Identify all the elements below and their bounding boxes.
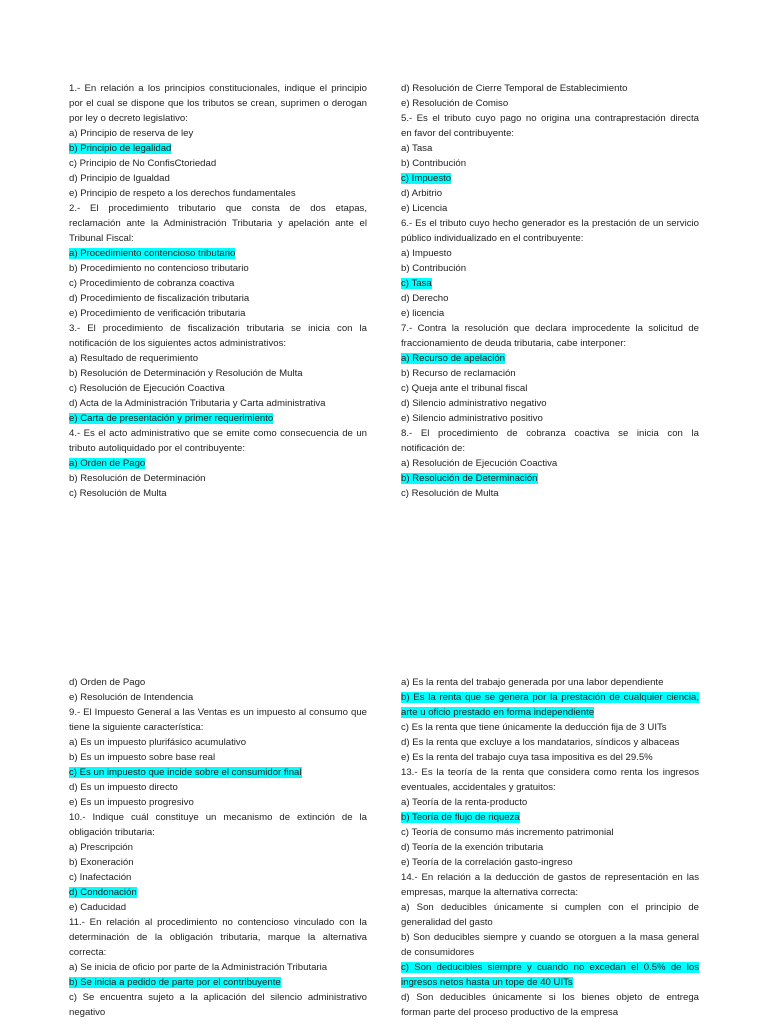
line-text: a) Es un impuesto plurifásico acumulativo xyxy=(69,737,247,748)
line-text: d) Son deducibles únicamente si los bienes objeto de entrega xyxy=(401,992,699,1003)
text-line xyxy=(401,840,699,855)
line-text: c) Principio de No ConfisCtoriedad xyxy=(69,158,217,169)
text-line xyxy=(69,840,367,855)
text-line xyxy=(401,201,699,216)
text-line xyxy=(69,735,367,750)
line-text: b) Recurso de reclamación xyxy=(401,368,516,379)
text-line xyxy=(69,96,367,111)
text-line xyxy=(69,675,367,690)
line-text: reclamación ante la Administración Tributaria y apelación ante el xyxy=(69,218,367,229)
line-text: determinación de la obligación tributaria, marque la alternativa xyxy=(69,932,367,943)
line-text: e) Resolución de Comiso xyxy=(401,98,509,109)
text-line xyxy=(69,960,367,975)
line-text: 10.- Indique cuál constituye un mecanismo de extinción de la xyxy=(69,812,367,823)
highlighted-answer: c) Tasa xyxy=(401,278,432,289)
page1-left-column xyxy=(69,81,367,501)
line-text: c) Procedimiento de cobranza coactiva xyxy=(69,278,235,289)
line-text: a) Prescripción xyxy=(69,842,133,853)
text-line xyxy=(401,96,699,111)
text-line xyxy=(401,81,699,96)
text-line xyxy=(69,720,367,735)
text-line xyxy=(401,930,699,945)
line-text: 2.- El procedimiento tributario que consta de dos etapas, xyxy=(69,203,367,214)
text-line xyxy=(69,336,367,351)
text-line xyxy=(401,915,699,930)
line-text: a) Se inicia de oficio por parte de la Administración Tributaria xyxy=(69,962,328,973)
line-text: forman parte del proceso productivo de la empresa xyxy=(401,1007,619,1018)
line-text: b) Contribución xyxy=(401,158,467,169)
line-text: c) Es la renta que tiene únicamente la deducción fija de 3 UITs xyxy=(401,722,667,733)
highlighted-answer: b) Resolución de Determinación xyxy=(401,473,538,484)
text-line xyxy=(401,336,699,351)
highlighted-answer: e) Carta de presentación y primer requerimiento xyxy=(69,413,274,424)
line-text: e) Licencia xyxy=(401,203,448,214)
line-text: d) Teoría de la exención tributaria xyxy=(401,842,544,853)
text-line xyxy=(401,705,699,720)
text-line xyxy=(69,201,367,216)
line-text: 8.- El procedimiento de cobranza coactiva se inicia con la xyxy=(401,428,699,439)
text-line xyxy=(69,321,367,336)
text-line xyxy=(69,900,367,915)
line-text: a) Principio de reserva de ley xyxy=(69,128,194,139)
highlighted-answer: b) Se inicia a pedido de parte por el contribuyente xyxy=(69,977,281,988)
line-text: notificación de: xyxy=(401,443,465,454)
text-line xyxy=(401,765,699,780)
line-text: 1.- En relación a los principios constitucionales, indique el principio xyxy=(69,83,367,94)
highlighted-answer: b) Es la renta que se genera por la prestación de cualquier ciencia, xyxy=(401,692,699,703)
text-line xyxy=(69,915,367,930)
text-line xyxy=(69,246,367,261)
line-text: c) Resolución de Multa xyxy=(401,488,499,499)
text-line xyxy=(401,261,699,276)
line-text: d) Arbitrio xyxy=(401,188,443,199)
text-line xyxy=(401,825,699,840)
text-line xyxy=(401,321,699,336)
line-text: c) Resolución de Ejecución Coactiva xyxy=(69,383,225,394)
text-line xyxy=(401,426,699,441)
line-text: c) Queja ante el tribunal fiscal xyxy=(401,383,528,394)
text-line xyxy=(69,765,367,780)
text-line xyxy=(401,441,699,456)
text-line xyxy=(69,231,367,246)
text-line xyxy=(401,111,699,126)
highlighted-answer: a) Procedimiento contencioso tributario xyxy=(69,248,236,259)
line-text: 6.- Es el tributo cuyo hecho generador es la prestación de un servicio xyxy=(401,218,699,229)
line-text: c) Resolución de Multa xyxy=(69,488,167,499)
line-text: 5.- Es el tributo cuyo pago no origina una contraprestación directa xyxy=(401,113,699,124)
line-text: obligación tributaria: xyxy=(69,827,155,838)
line-text: 4.- Es el acto administrativo que se emite como consecuencia de un xyxy=(69,428,367,439)
text-line xyxy=(401,156,699,171)
line-text: c) Teoría de consumo más incremento patrimonial xyxy=(401,827,614,838)
text-line xyxy=(401,885,699,900)
text-line xyxy=(69,396,367,411)
text-line xyxy=(401,171,699,186)
text-line xyxy=(401,870,699,885)
line-text: notificación de los siguientes actos administrativos: xyxy=(69,338,287,349)
line-text: tiene la siguiente característica: xyxy=(69,722,204,733)
line-text: e) Procedimiento de verificación tributaria xyxy=(69,308,246,319)
line-text: a) Resolución de Ejecución Coactiva xyxy=(401,458,558,469)
line-text: b) Es un impuesto sobre base real xyxy=(69,752,216,763)
text-line xyxy=(69,186,367,201)
line-text: 13.- Es la teoría de la renta que considera como renta los ingresos xyxy=(401,767,699,778)
text-line xyxy=(69,216,367,231)
text-line xyxy=(69,885,367,900)
text-line xyxy=(401,216,699,231)
line-text: b) Resolución de Determinación y Resolución de Multa xyxy=(69,368,303,379)
highlighted-answer: arte u oficio prestado en forma independiente xyxy=(401,707,595,718)
text-line xyxy=(401,690,699,705)
text-line xyxy=(401,246,699,261)
highlighted-answer: ingresos netos hasta un tope de 40 UITs xyxy=(401,977,573,988)
text-line xyxy=(69,990,367,1005)
highlighted-answer: b) Principio de legalidad xyxy=(69,143,172,154)
text-line xyxy=(69,291,367,306)
line-text: b) Procedimiento no contencioso tributario xyxy=(69,263,249,274)
text-line xyxy=(69,306,367,321)
text-line xyxy=(69,426,367,441)
line-text: d) Procedimiento de fiscalización tributaria xyxy=(69,293,250,304)
text-line xyxy=(69,111,367,126)
highlighted-answer: d) Condonación xyxy=(69,887,137,898)
line-text: a) Es la renta del trabajo generada por una labor dependiente xyxy=(401,677,664,688)
line-text: a) Teoría de la renta-producto xyxy=(401,797,528,808)
line-text: a) Impuesto xyxy=(401,248,452,259)
text-line xyxy=(401,735,699,750)
text-line xyxy=(69,411,367,426)
line-text: d) Acta de la Administración Tributaria y Carta administrativa xyxy=(69,398,326,409)
text-line xyxy=(69,870,367,885)
line-text: a) Resultado de requerimiento xyxy=(69,353,199,364)
line-text: e) Teoría de la correlación gasto-ingreso xyxy=(401,857,573,868)
text-line xyxy=(69,945,367,960)
line-text: público individualizado en el contribuyente: xyxy=(401,233,584,244)
highlighted-answer: a) Recurso de apelación xyxy=(401,353,505,364)
text-line xyxy=(69,855,367,870)
line-text: c) Se encuentra sujeto a la aplicación del silencio administrativo xyxy=(69,992,367,1003)
line-text: Tribunal Fiscal: xyxy=(69,233,134,244)
line-text: b) Exoneración xyxy=(69,857,134,868)
text-line xyxy=(401,486,699,501)
text-line xyxy=(69,825,367,840)
text-line xyxy=(69,366,367,381)
line-text: correcta: xyxy=(69,947,107,958)
line-text: d) Es un impuesto directo xyxy=(69,782,178,793)
line-text: negativo xyxy=(69,1007,106,1018)
line-text: d) Derecho xyxy=(401,293,449,304)
line-text: 7.- Contra la resolución que declara improcedente la solicitud de xyxy=(401,323,699,334)
text-line xyxy=(401,675,699,690)
line-text: e) Caducidad xyxy=(69,902,127,913)
text-line xyxy=(401,975,699,990)
line-text: por el cual se dispone que los tributos se crean, suprimen o derogan xyxy=(69,98,367,109)
text-line xyxy=(69,930,367,945)
text-line xyxy=(401,396,699,411)
text-line xyxy=(69,705,367,720)
line-text: b) Contribución xyxy=(401,263,467,274)
text-line xyxy=(401,810,699,825)
text-line xyxy=(401,900,699,915)
text-line xyxy=(69,750,367,765)
text-line xyxy=(69,351,367,366)
line-text: de consumidores xyxy=(401,947,475,958)
text-line xyxy=(69,381,367,396)
line-text: generalidad del gasto xyxy=(401,917,493,928)
text-line xyxy=(69,171,367,186)
highlighted-answer: b) Teoría de flujo de riqueza xyxy=(401,812,520,823)
text-line xyxy=(69,486,367,501)
text-line xyxy=(69,810,367,825)
line-text: b) Resolución de Determinación xyxy=(69,473,206,484)
line-text: d) Principio de Igualdad xyxy=(69,173,170,184)
line-text: a) Tasa xyxy=(401,143,433,154)
line-text: a) Son deducibles únicamente si cumplen con el principio de xyxy=(401,902,699,913)
line-text: d) Resolución de Cierre Temporal de Establecimiento xyxy=(401,83,628,94)
line-text: e) Es la renta del trabajo cuya tasa impositiva es del 29.5% xyxy=(401,752,653,763)
text-line xyxy=(401,471,699,486)
text-line xyxy=(69,975,367,990)
line-text: e) licencia xyxy=(401,308,445,319)
text-line xyxy=(69,81,367,96)
text-line xyxy=(401,381,699,396)
text-line xyxy=(69,261,367,276)
line-text: en favor del contribuyente: xyxy=(401,128,515,139)
text-line xyxy=(401,780,699,795)
line-text: 11.- En relación al procedimiento no contencioso vinculado con la xyxy=(69,917,367,928)
text-line xyxy=(401,291,699,306)
line-text: d) Es la renta que excluye a los mandatarios, síndicos y albaceas xyxy=(401,737,680,748)
line-text: e) Resolución de Intendencia xyxy=(69,692,194,703)
text-line xyxy=(401,990,699,1005)
text-line xyxy=(401,351,699,366)
line-text: fraccionamiento de deuda tributaria, cabe interponer: xyxy=(401,338,627,349)
line-text: tributo autoliquidado por el contribuyente: xyxy=(69,443,246,454)
line-text: por ley o decreto legislativo: xyxy=(69,113,188,124)
line-text: e) Silencio administrativo positivo xyxy=(401,413,543,424)
text-line xyxy=(401,720,699,735)
text-line xyxy=(401,1005,699,1020)
text-line xyxy=(401,126,699,141)
page1-right-column xyxy=(401,81,699,501)
text-line xyxy=(401,456,699,471)
line-text: d) Orden de Pago xyxy=(69,677,146,688)
text-line xyxy=(69,141,367,156)
text-line xyxy=(69,126,367,141)
highlighted-answer: a) Orden de Pago xyxy=(69,458,146,469)
line-text: empresas, marque la alternativa correcta: xyxy=(401,887,579,898)
highlighted-answer: c) Son deducibles siempre y cuando no excedan el 0.5% de los xyxy=(401,962,699,973)
line-text: eventuales, accidentales y gratuitos: xyxy=(401,782,556,793)
text-line xyxy=(69,780,367,795)
text-line xyxy=(401,411,699,426)
text-line xyxy=(401,231,699,246)
text-line xyxy=(401,750,699,765)
text-line xyxy=(401,795,699,810)
text-line xyxy=(69,795,367,810)
text-line xyxy=(69,690,367,705)
text-line xyxy=(401,141,699,156)
line-text: e) Principio de respeto a los derechos fundamentales xyxy=(69,188,296,199)
text-line xyxy=(401,366,699,381)
text-line xyxy=(401,960,699,975)
line-text: e) Es un impuesto progresivo xyxy=(69,797,194,808)
text-line xyxy=(401,306,699,321)
page2-left-column xyxy=(69,675,367,1020)
line-text: b) Son deducibles siempre y cuando se otorguen a la masa general xyxy=(401,932,699,943)
line-text: 3.- El procedimiento de fiscalización tributaria se inicia con la xyxy=(69,323,367,334)
line-text: d) Silencio administrativo negativo xyxy=(401,398,547,409)
line-text: c) Inafectación xyxy=(69,872,132,883)
text-line xyxy=(401,855,699,870)
line-text: 14.- En relación a la deducción de gastos de representación en las xyxy=(401,872,699,883)
text-line xyxy=(401,186,699,201)
text-line xyxy=(69,156,367,171)
text-line xyxy=(69,456,367,471)
text-line xyxy=(69,471,367,486)
page2-right-column xyxy=(401,675,699,1020)
text-line xyxy=(69,441,367,456)
text-line xyxy=(401,276,699,291)
line-text: 9.- El Impuesto General a las Ventas es un impuesto al consumo que xyxy=(69,707,367,718)
text-line xyxy=(69,1005,367,1020)
text-line xyxy=(401,945,699,960)
highlighted-answer: c) Impuesto xyxy=(401,173,452,184)
highlighted-answer: c) Es un impuesto que incide sobre el consumidor final xyxy=(69,767,302,778)
text-line xyxy=(69,276,367,291)
